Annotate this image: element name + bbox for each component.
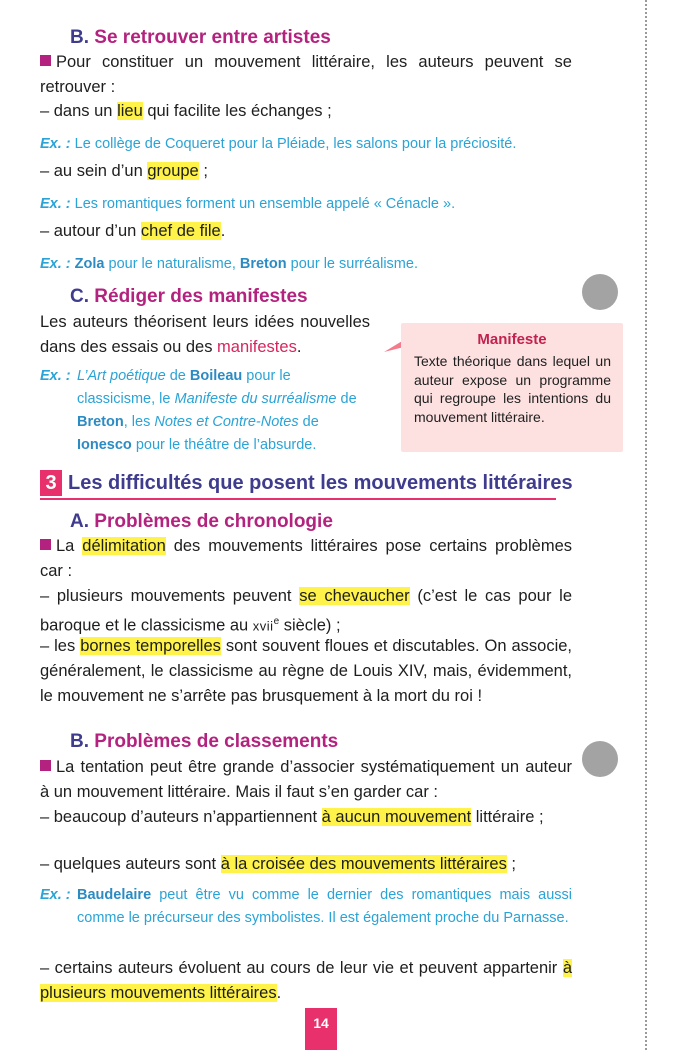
paragraph-intro-b2: La tentation peut être grande d’associer systématiquement un auteur à un mouvement littéraire. Mais il faut s’en garder car :: [40, 758, 572, 801]
section-number-badge: 3: [40, 470, 62, 496]
margin-tab-marker: [582, 274, 618, 310]
definition-text: Texte théorique dans lequel un auteur expose un programme qui regroupe les intentions du mouvement littéraire.: [414, 353, 611, 425]
subsection-title-b: B. Se retrouver entre artistes: [70, 27, 331, 48]
section-heading: [40, 470, 573, 496]
list-item: – autour d’un chef de file.: [40, 222, 226, 240]
list-item: – quelques auteurs sont à la croisée des mouvements littéraires ;: [40, 855, 517, 873]
square-bullet-icon: [40, 539, 51, 550]
square-bullet-icon: [40, 760, 51, 771]
paragraph-intro-b: Pour constituer un mouvement littéraire, les auteurs peuvent se retrouver :: [40, 53, 572, 96]
example-text: L’Art poétique de Boileau pour le classicisme, le Manifeste du surréalisme de Breton, les Notes et Contre-Notes de Ionesco pour le théâtre de l’absurde.: [77, 368, 357, 453]
list-item: – les bornes temporelles sont souvent floues et discutables. On associe, généralement, le classicisme au règne de Louis XIV, mais, évidemment, le mouvement ne s’arrête pas brusquement à la mort du roi !: [40, 637, 573, 705]
definition-box: [401, 323, 623, 452]
paragraph-intro-a: La délimitation des mouvements littéraires pose certains problèmes car :: [40, 537, 572, 580]
paragraph-intro-c: Les auteurs théorisent leurs idées nouvelles dans des essais ou des manifestes.: [40, 313, 370, 356]
list-item: – certains auteurs évoluent au cours de leur vie et peuvent appartenir à plusieurs mouvements littéraires.: [40, 959, 572, 1002]
section-underline: [40, 498, 556, 500]
list-item: – beaucoup d’auteurs n’appartiennent à aucun mouvement littéraire ;: [40, 808, 544, 826]
list-item: – plusieurs mouvements peuvent se chevaucher (c’est le cas pour le baroque et le classicisme au xvii$^e$ siècle) ;: [40, 587, 572, 635]
example-line: Ex. : Zola pour le naturalisme, Breton pour le surréalisme.: [40, 256, 418, 272]
dotted-margin-line: [645, 0, 647, 1050]
section-title: Les difficultés que posent les mouvements littéraires: [68, 472, 573, 494]
example-block: Ex. : Baudelaire peut être vu comme le dernier des romantiques mais aussi comme le précurseur des symbolistes. Il est également proche du Parnasse.: [40, 884, 572, 930]
subsection-title-c: C. Rédiger des manifestes: [70, 286, 308, 307]
definition-title: Manifeste: [477, 331, 547, 348]
example-text: Baudelaire peut être vu comme le dernier des romantiques mais aussi comme le précurseur des symbolistes. Il est également proche du Parnasse.: [77, 887, 572, 926]
subsection-title-a: A. Problèmes de chronologie: [70, 511, 333, 532]
example-line: Ex. : Le collège de Coqueret pour la Pléiade, les salons pour la préciosité.: [40, 136, 517, 152]
page-number: 14: [305, 1008, 337, 1050]
example-line: Ex. : Les romantiques forment un ensemble appelé « Cénacle ».: [40, 196, 456, 212]
subsection-title-b2: B. Problèmes de classements: [70, 731, 339, 752]
list-item: – au sein d’un groupe ;: [40, 162, 208, 180]
margin-tab-marker: [582, 741, 618, 777]
example-block: Ex. : L’Art poétique de Boileau pour le classicisme, le Manifeste du surréalisme de Breton, les Notes et Contre-Notes de Ionesco pour le théâtre de l’absurde.: [40, 365, 370, 457]
list-item: – dans un lieu qui facilite les échanges ;: [40, 102, 332, 120]
square-bullet-icon: [40, 55, 51, 66]
